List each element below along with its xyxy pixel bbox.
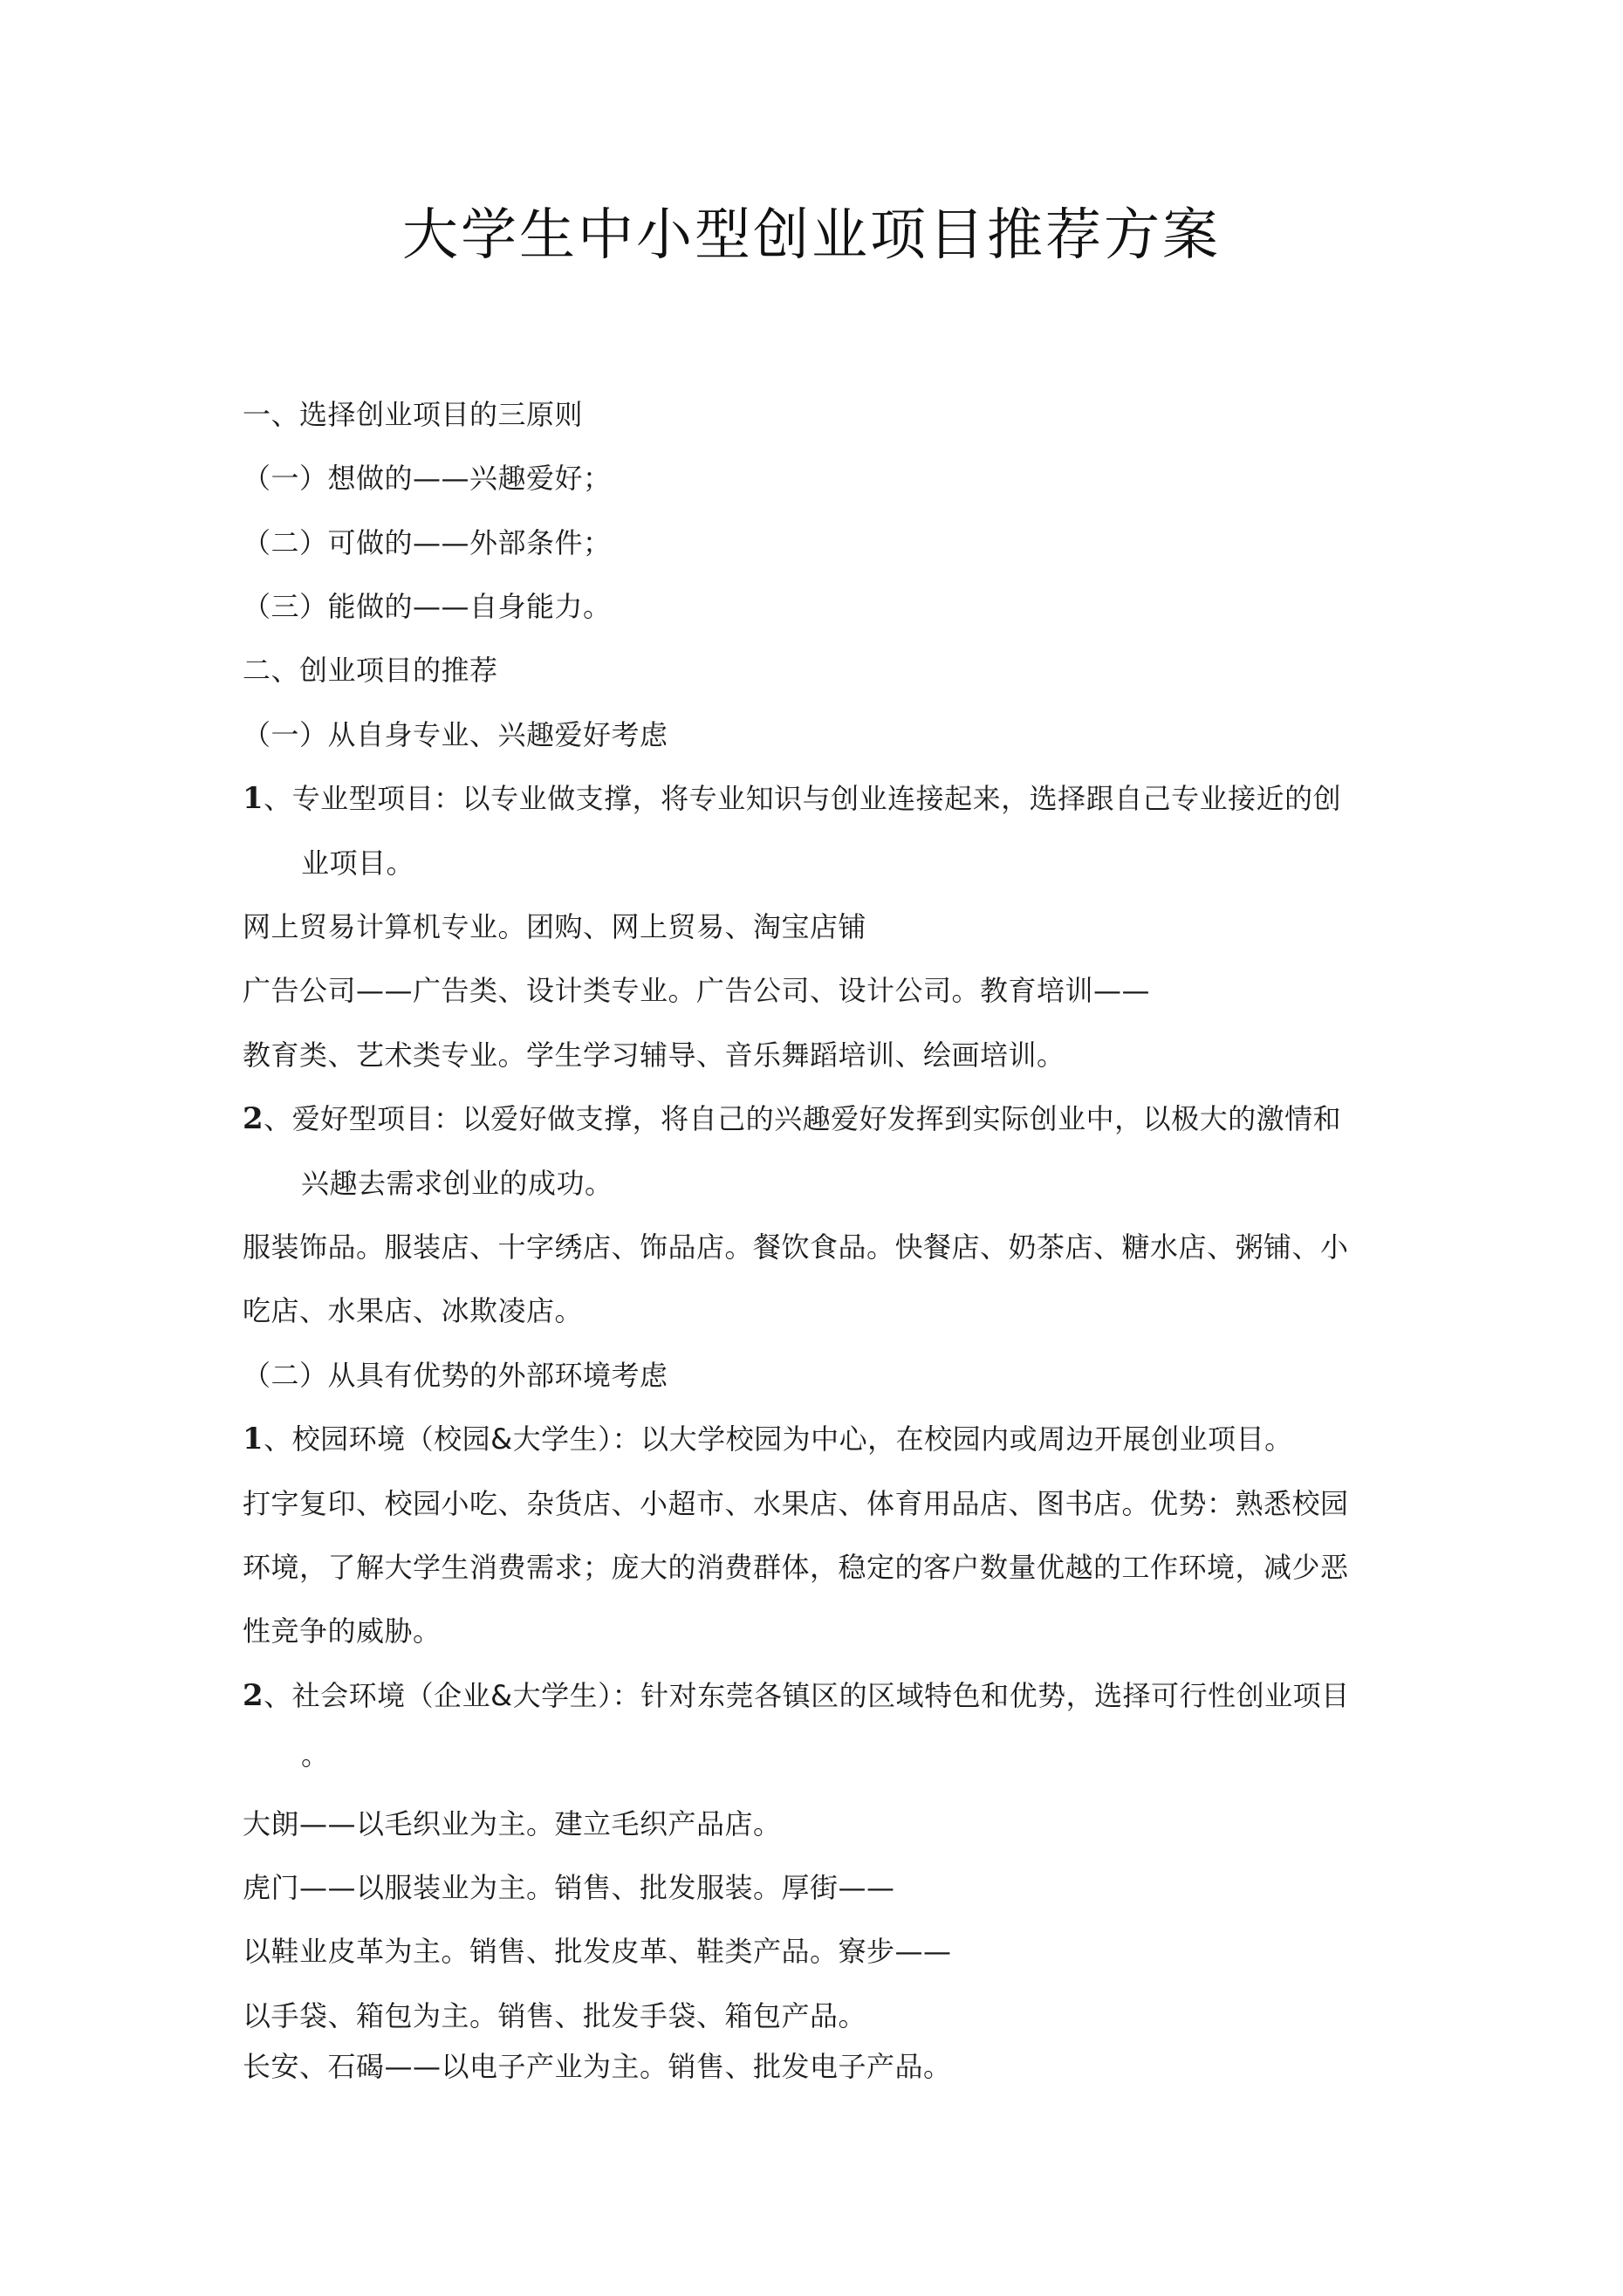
principle-1: （一）想做的——兴趣爱好； (243, 462, 612, 495)
item-campus-env: 1、校园环境（校园&大学生）：以大学校园为中心，在校园内或周边开展创业项目。 (243, 1422, 1293, 1456)
heading-recommendations: 二、创业项目的推荐 (243, 654, 498, 687)
document-title: 大学生中小型创业项目推荐方案 (402, 203, 1221, 268)
item-number: 1 (243, 781, 264, 816)
item-hobby-project: 2、爱好型项目：以爱好做支撑，将自己的兴趣爱好发挥到实际创业中，以极大的激情和 (243, 1101, 1342, 1136)
text-online-trade: 网上贸易计算机专业。团购、网上贸易、淘宝店铺 (243, 910, 867, 943)
text-clothing-food-cont: 吃店、水果店、冰欺凌店。 (243, 1294, 584, 1327)
subheading-major-interest: （一）从自身专业、兴趣爱好考虑 (243, 718, 668, 751)
item-hobby-project-cont: 兴趣去需求创业的成功。 (301, 1167, 613, 1200)
principle-2: （二）可做的——外部条件； (243, 526, 612, 559)
text-dalang: 大朗——以毛织业为主。建立毛织产品店。 (243, 1807, 782, 1840)
item-number: 1 (243, 1422, 264, 1456)
text-humen: 虎门——以服装业为主。销售、批发服装。厚街—— (243, 1871, 895, 1904)
text-clothing-food: 服装饰品。服装店、十字绣店、饰品店。餐饮食品。快餐店、奶茶店、糖水店、粥铺、小 (243, 1230, 1349, 1264)
principle-3: （三）能做的——自身能力。 (243, 590, 612, 623)
heading-principles: 一、选择创业项目的三原则 (243, 398, 584, 431)
item-social-env-cont: 。 (301, 1738, 330, 1772)
text-education: 教育类、艺术类专业。学生学习辅导、音乐舞蹈培训、绘画培训。 (243, 1038, 1065, 1072)
text-campus-shops-cont: 环境，了解大学生消费需求；庞大的消费群体，稳定的客户数量优越的工作环境，减少恶 (243, 1551, 1349, 1584)
item-social-env: 2、社会环境（企业&大学生）：针对东莞各镇区的区域特色和优势，选择可行性创业项目 (243, 1678, 1350, 1713)
text-campus-shops-end: 性竞争的威胁。 (243, 1614, 442, 1648)
text-ad-company: 广告公司——广告类、设计类专业。广告公司、设计公司。教育培训—— (243, 974, 1151, 1007)
text-houjie: 以鞋业皮革为主。销售、批发皮革、鞋类产品。寮步—— (243, 1935, 952, 1968)
item-major-project-cont: 业项目。 (301, 846, 415, 880)
item-number: 2 (243, 1678, 264, 1713)
subheading-external-env: （二）从具有优势的外部环境考虑 (243, 1359, 668, 1392)
text-changan: 长安、石碣——以电子产业为主。销售、批发电子产品。 (243, 2050, 952, 2083)
item-major-project: 1、专业型项目：以专业做支撑，将专业知识与创业连接起来，选择跟自己专业接近的创 (243, 781, 1342, 816)
item-number: 2 (243, 1101, 264, 1136)
text-liaobu: 以手袋、箱包为主。销售、批发手袋、箱包产品。 (243, 1999, 867, 2032)
text-campus-shops: 打字复印、校园小吃、杂货店、小超市、水果店、体育用品店、图书店。优势：熟悉校园 (243, 1487, 1349, 1520)
